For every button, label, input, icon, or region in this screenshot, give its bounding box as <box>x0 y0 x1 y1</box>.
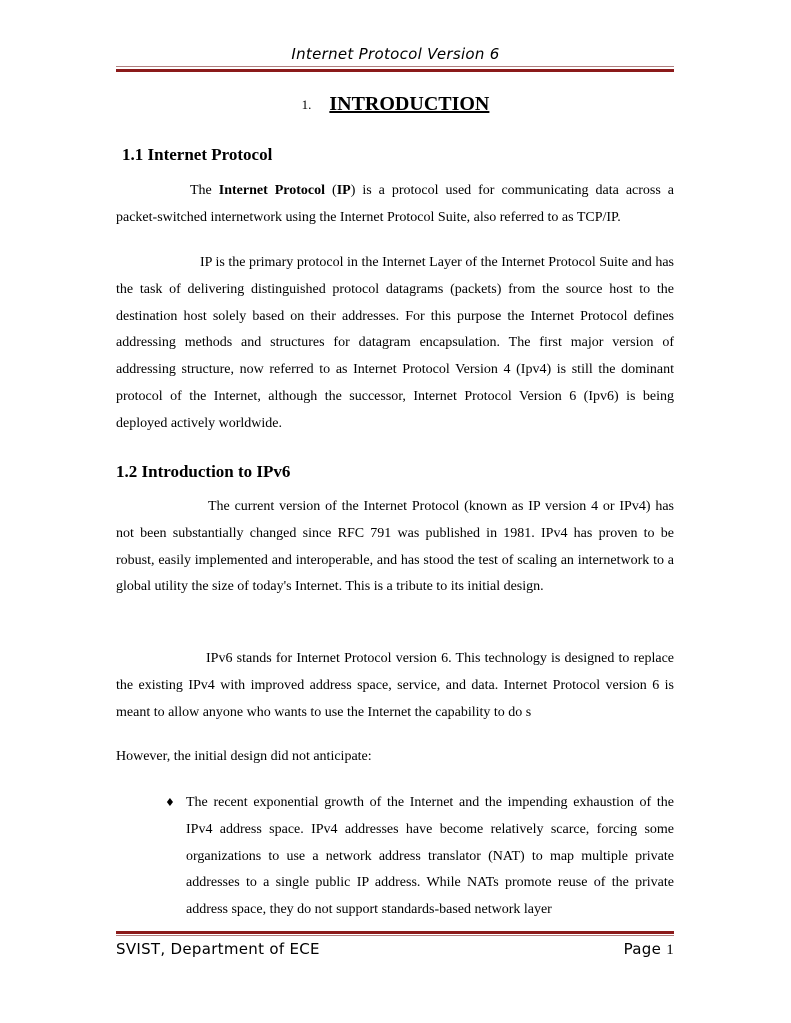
paragraph-current-version: The current version of the Internet Protocol (known as IP version 4 or IPv4) has not been substantially changed since RFC 791 was published in 1981. IPv4 has proven to be robust, easily implemented and interoperable, and has stood the test of scaling an internetwork to a global utility the size of today's Internet. This is a tribute to its initial design. <box>116 499 674 595</box>
chapter-number: 1. <box>301 96 312 112</box>
list-item: The recent exponential growth of the Internet and the impending exhaustion of the IPv4 address space. IPv4 addresses have become relatively scarce, forcing some organizations to use a network address translator (NAT) to map multiple private addresses to a single public IP address. While NATs promote reuse of the private address space, they do not support standards-based network layer <box>186 795 674 918</box>
paragraph-ip-definition: The Internet Protocol (IP) is a protocol used for communicating data across a packet-switched internetwork using the Internet Protocol Suite, also referred to as TCP/IP. <box>116 183 675 225</box>
paragraph-ipv6-stands: IPv6 stands for Internet Protocol version 6. This technology is designed to replace the existing IPv4 with improved address space, service, and data. Internet Protocol version 6 is meant to allow anyone who wants to use the Internet the capability to do s <box>116 651 674 720</box>
term-ip: IP <box>336 183 351 198</box>
footer-rule-thin <box>116 935 674 936</box>
page-number: 1 <box>666 942 674 958</box>
paragraph-however: However, the initial design did not anticipate: <box>116 749 372 764</box>
diamond-bullet-icon: ♦ <box>165 796 175 809</box>
footer-page: Page 1 <box>623 940 674 958</box>
footer-rule-thick <box>116 931 674 934</box>
footer-department: SVIST, Department of ECE <box>116 940 320 958</box>
chapter-heading <box>0 93 791 116</box>
section-heading-internet-protocol: 1.1 Internet Protocol <box>122 145 273 164</box>
header-rule-thick <box>116 69 674 72</box>
header-rule-thin <box>116 66 674 67</box>
section-heading-introduction-ipv6: 1.2 Introduction to IPv6 <box>116 462 291 481</box>
running-header: Internet Protocol Version 6 <box>291 45 500 63</box>
paragraph-ip-primary: IP is the primary protocol in the Internet Layer of the Internet Protocol Suite and has the task of delivering distinguished protocol datagrams (packets) from the source host to the destination host solely based on their addresses. For this purpose the Internet Protocol defines addressing methods and structures for datagram encapsulation. The first major version of addressing structure, now referred to as Internet Protocol Version 4 (Ipv4) is still the dominant protocol of the Internet, although the successor, Internet Protocol Version 6 (Ipv6) is being deployed actively worldwide. <box>116 255 674 431</box>
chapter-title: INTRODUCTION <box>329 93 490 115</box>
term-internet-protocol: Internet Protocol <box>218 183 326 198</box>
